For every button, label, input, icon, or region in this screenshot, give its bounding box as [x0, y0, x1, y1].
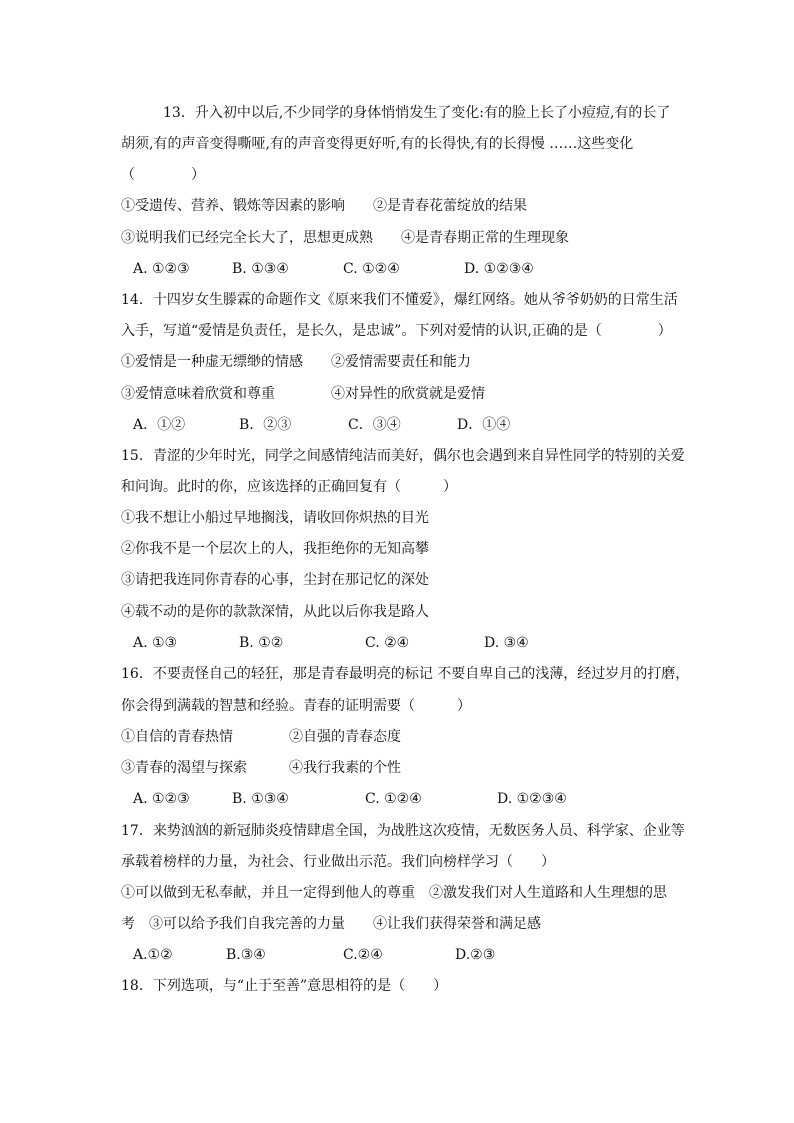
q17-line-2: 承载着榜样的力量，为社会、行业做出示范。我们向榜样学习（ ） — [121, 854, 555, 870]
q15-line-2: 和问询。此时的你，应该选择的正确回复有（ ） — [121, 479, 457, 495]
q15-option-d: D. ③④ — [484, 635, 529, 651]
q13-option-d: D. ①②③④ — [464, 261, 534, 277]
q17-option-c: C.②④ — [343, 947, 383, 963]
q17-option-d: D.②③ — [455, 947, 496, 963]
q17-statement-2: 考 ③可以给予我们自我完善的力量 ④让我们获得荣誉和满足感 — [121, 916, 541, 932]
q16-option-c: C. ①②④ — [365, 791, 422, 807]
q14-line-1: 14．十四岁女生滕霖的命题作文《原来我们不懂爱》，爆红网络。她从爷爷奶奶的日常生活 — [121, 292, 678, 308]
q15-option-a: A. ①③ — [133, 635, 178, 651]
q17-line-1: 17．来势汹汹的新冠肺炎疫情肆虐全国，为战胜这次疫情，无数医务人员、科学家、企业等 — [121, 823, 685, 839]
q13-statement-1: ①受遗传、营养、锻炼等因素的影响 ②是青春花蕾绽放的结果 — [121, 198, 527, 214]
q16-option-d: D. ①②③④ — [497, 791, 567, 807]
q14-option-a: A．①② — [133, 417, 186, 433]
q15-statement-4: ④载不动的是你的款款深情，从此以后你我是路人 — [121, 604, 429, 620]
q15-statement-1: ①我不想让小船过早地搁浅，请收回你炽热的目光 — [121, 510, 429, 526]
q16-statement-2: ③青春的渴望与探索 ④我行我素的个性 — [121, 760, 401, 776]
q13-option-b: B. ①③④ — [232, 261, 289, 277]
q13-option-a: A. ①②③ — [133, 261, 190, 277]
q13-statement-2: ③说明我们已经完全长大了，思想更成熟 ④是青春期正常的生理现象 — [121, 230, 569, 246]
q14-option-b: B．②③ — [239, 417, 292, 433]
q15-statement-3: ③请把我连同你青春的心事，尘封在那记忆的深处 — [121, 572, 429, 588]
q14-statement-1: ①爱情是一种虚无缥缈的情感 ②爱情需要责任和能力 — [121, 354, 471, 370]
q13-option-c: C. ①②④ — [343, 261, 400, 277]
q17-statement-1: ①可以做到无私奉献，并且一定得到他人的尊重 ②激发我们对人生道路和人生理想的思 — [121, 885, 667, 901]
q14-option-c: C．③④ — [348, 417, 401, 433]
q15-option-c: C. ②④ — [365, 635, 410, 651]
q15-statement-2: ②你我不是一个层次上的人，我拒绝你的无知高攀 — [121, 541, 429, 557]
q16-statement-1: ①自信的青春热情 ②自强的青春态度 — [121, 729, 401, 745]
q13-line-3: （ ） — [121, 167, 205, 183]
q13-line-1: 13．升入初中以后,不少同学的身体悄悄发生了变化:有的脸上长了小痘痘,有的长了 — [163, 105, 671, 121]
q16-line-1: 16．不要责怪自己的轻狂，那是青春最明亮的标记 不要自卑自己的浅薄，经过岁月的打磨， — [121, 666, 690, 682]
q15-option-b: B. ①② — [239, 635, 284, 651]
q18-line-1: 18．下列选项，与“止于至善”意思相符的是（ ） — [121, 978, 448, 994]
q16-option-b: B. ①③④ — [232, 791, 289, 807]
q17-option-b: B.③④ — [226, 947, 266, 963]
q16-option-a: A. ①②③ — [133, 791, 190, 807]
q14-option-d: D．①④ — [457, 417, 511, 433]
q14-line-2: 入手，写道“爱情是负责任，是长久，是忠诚”。下列对爱情的认识,正确的是（ ） — [121, 323, 672, 339]
q14-statement-2: ③爱情意味着欣赏和尊重 ④对异性的欣赏就是爱情 — [121, 386, 485, 402]
q17-option-a: A.①② — [133, 947, 173, 963]
q16-line-2: 你会得到满载的智慧和经验。青春的证明需要（ ） — [121, 698, 471, 714]
q13-line-2: 胡须,有的声音变得嘶哑,有的声音变得更好听,有的长得快,有的长得慢 ……这些变化 — [121, 136, 634, 152]
q15-line-1: 15．青涩的少年时光，同学之间感情纯洁而美好，偶尔也会遇到来自异性同学的特别的关爱 — [121, 448, 685, 464]
